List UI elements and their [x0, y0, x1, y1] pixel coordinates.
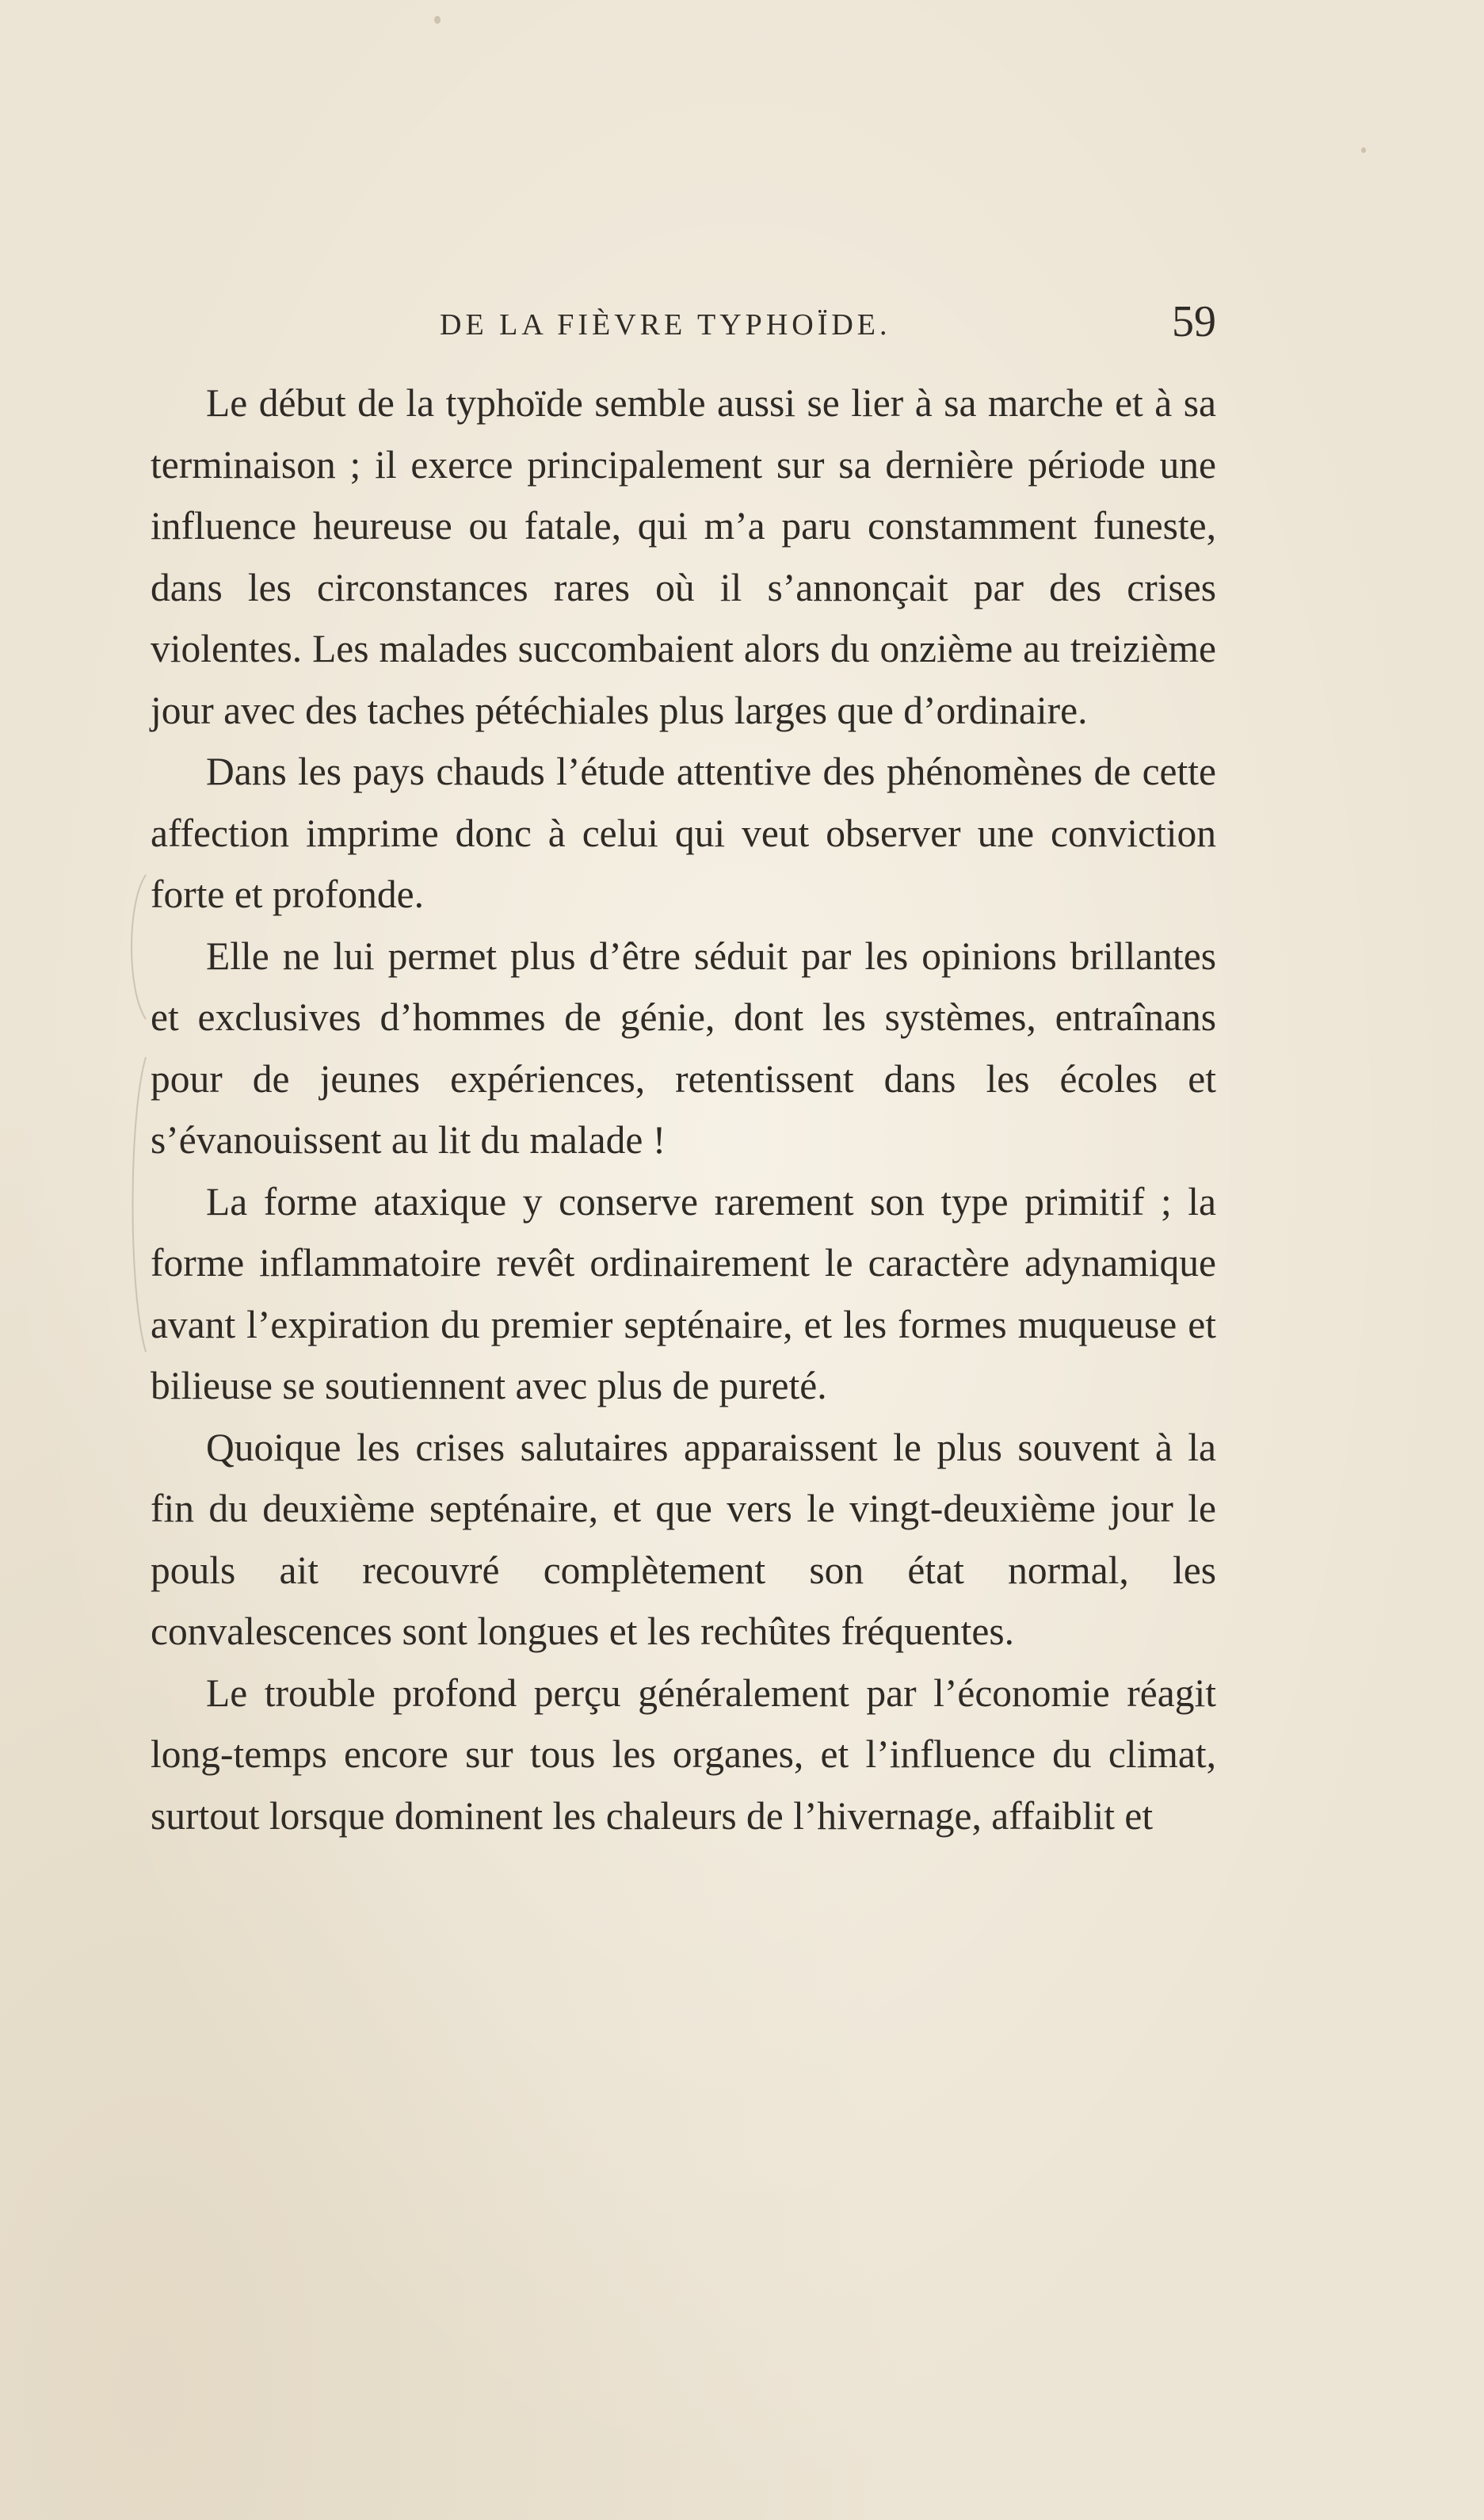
- paragraph: Quoique les crises salutaires apparaissent le plus souvent à la fin du deuxième septénaire, et que vers le vingt-deuxième jour le pouls ait recouvré complètement son état normal, les convalescences sont longues et les rechûtes fréquentes.: [151, 1425, 1216, 1653]
- pencil-bracket-mark: [119, 872, 151, 1022]
- ink-speck: [1361, 147, 1366, 153]
- page-number: 59: [1172, 297, 1216, 346]
- paragraph: Le début de la typhoïde semble aussi se lier à sa marche et à sa terminaison ; il exerce principalement sur sa dernière période une influence heureuse ou fatale, qui m’a paru constamment funeste, dans les circonstances rares où il s’annonçait par des crises violentes. Les malades succombaient alors du onzième au treizième jour avec des taches pétéchiales plus larges que d’ordinaire.: [151, 381, 1216, 732]
- body-text: [151, 372, 1216, 1846]
- running-title: DE LA FIÈVRE TYPHOÏDE.: [440, 308, 891, 342]
- pencil-bracket-mark: [119, 1054, 151, 1355]
- page-header: [151, 297, 1216, 371]
- paragraph: Elle ne lui permet plus d’être séduit par les opinions brillantes et exclusives d’hommes de génie, dont les systèmes, entraînans pour de jeunes expériences, retentissent dans les écoles et s’évanouissent au lit du malade !: [151, 934, 1216, 1162]
- paragraph: La forme ataxique y conserve rarement son type primitif ; la forme inflammatoire revêt ordinairement le caractère adynamique avant l’expiration du premier septénaire, et les formes muqueuse et bilieuse se soutiennent avec plus de pureté.: [151, 1179, 1216, 1407]
- paragraph: Le trouble profond perçu généralement par l’économie réagit long-temps encore sur tous les organes, et l’influence du climat, surtout lorsque dominent les chaleurs de l’hivernage, affaiblit et: [151, 1670, 1216, 1838]
- paragraph: Dans les pays chauds l’étude attentive des phénomènes de cette affection imprime donc à celui qui veut observer une conviction forte et profonde.: [151, 750, 1216, 916]
- ink-speck: [434, 16, 441, 24]
